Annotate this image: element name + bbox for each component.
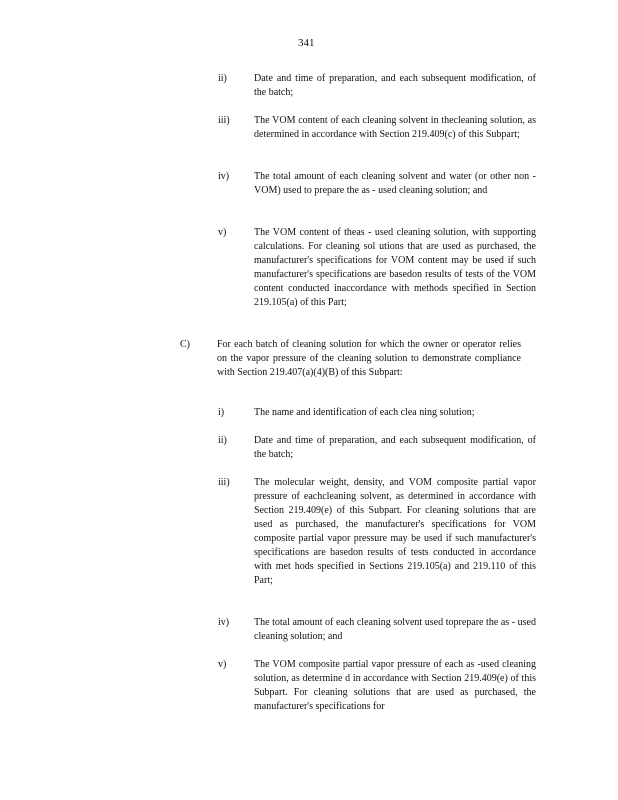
item-marker: v): [218, 227, 227, 238]
item-marker: iv): [218, 617, 230, 628]
item-text: The molecular weight, density, and VOM composite partial vapor pressure of eachcleaning solvent, as determined in accordance with Section 219.409(e) of this Subpart. For cleaning solutions that are used as purchased, the manufacturer's specifications for VOM composite partial vapor pressure may be used if such manufacturer's specifications are basedon results of tests conducted in accordance with met hods specified in Sections 219.105(a) and 219.110 of this Part;: [254, 477, 536, 586]
item-text: The name and identification of each clea ning solution;: [254, 407, 475, 418]
item-text: The VOM content of each cleaning solvent in thecleaning solution, as determined in accordance with Section 219.409(c) of this Subpart;: [254, 115, 536, 140]
item-text: The VOM content of theas - used cleaning solution, with supporting calculations. For cleaning sol utions that are used as purchased, the manufacturer's specifications for VOM content may be used if such manufacturer's specifications are basedon results of tests of the VOM content conducted inaccordance with methods specified in Section 219.105(a) of this Part;: [254, 227, 536, 308]
item-text: Date and time of preparation, and each subsequent modification, of the batch;: [254, 435, 536, 460]
item-text: Date and time of preparation, and each subsequent modification, of the batch;: [254, 73, 536, 98]
item-marker: ii): [218, 73, 227, 84]
page-number: 341: [298, 37, 315, 49]
item-text: The total amount of each cleaning solvent used toprepare the as - used cleaning solution; and: [254, 617, 536, 642]
item-marker: iv): [218, 171, 230, 182]
item-text: The VOM composite partial vapor pressure of each as -used cleaning solution, as determine d in accordance with Section 219.409(e) of this Subpart. For cleaning solutions that are used as purchased, the manufacturer's specifications for: [254, 659, 536, 712]
item-marker: iii): [218, 115, 230, 126]
item-marker: ii): [218, 435, 227, 446]
item-marker: v): [218, 659, 227, 670]
item-marker: i): [218, 407, 225, 418]
item-text: The total amount of each cleaning solvent and water (or other non -VOM) used to prepare the as - used cleaning solution; and: [254, 171, 536, 196]
item-text: For each batch of cleaning solution for which the owner or operator relies on the vapor pressure of the cleaning solution to demonstrate compliance with Section 219.407(a)(4)(B) of this Subpart:: [217, 339, 521, 378]
item-marker: C): [180, 339, 190, 350]
item-marker: iii): [218, 477, 230, 488]
